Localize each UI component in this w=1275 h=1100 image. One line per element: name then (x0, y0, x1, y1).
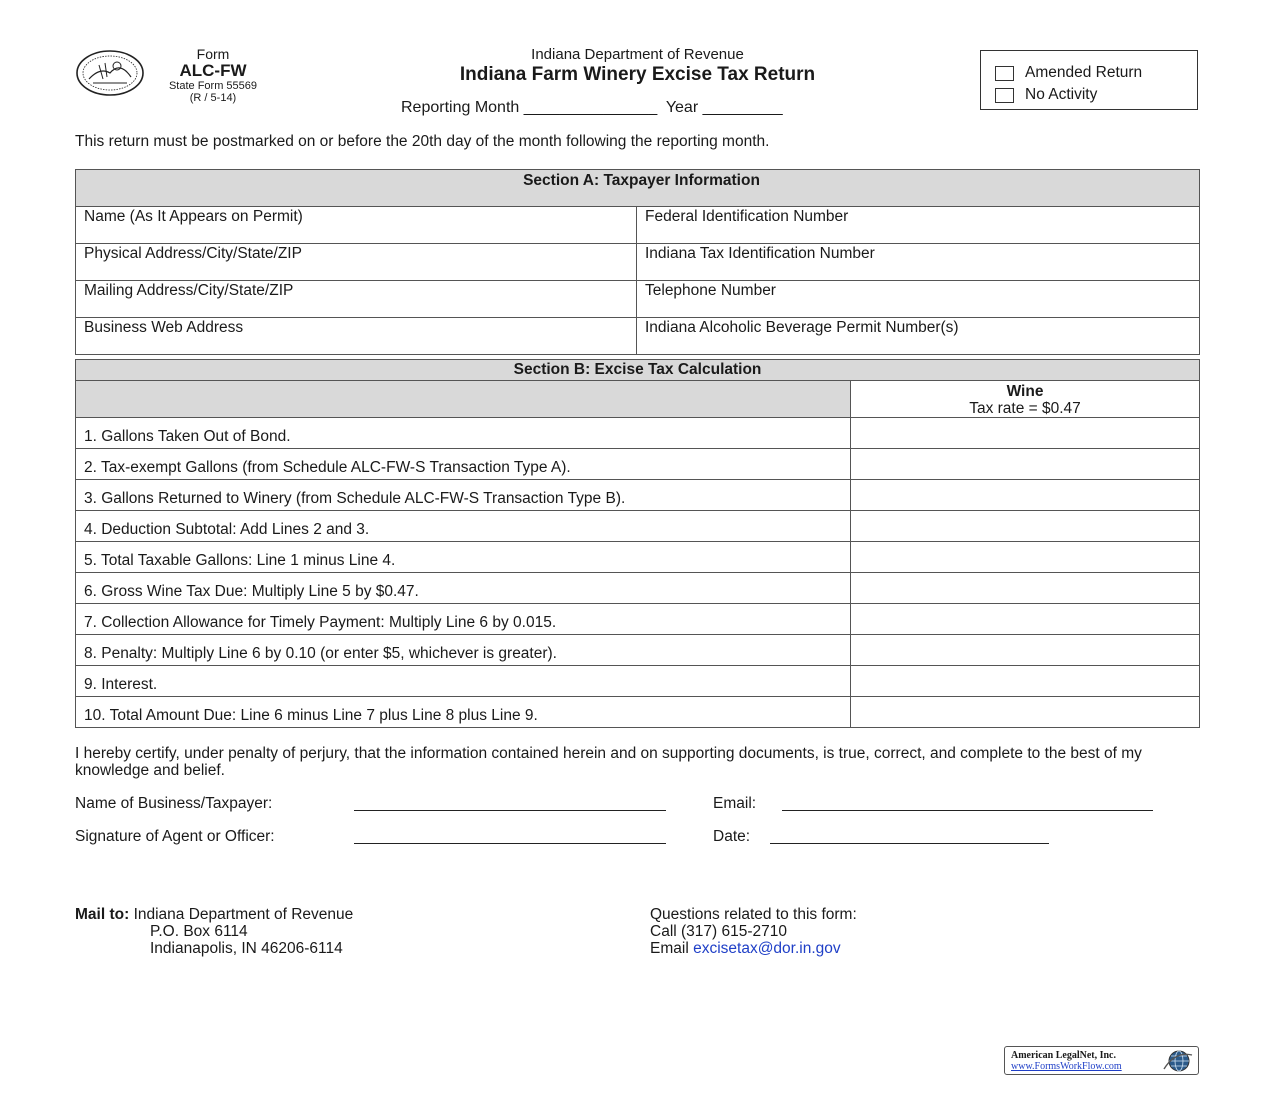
questions-block (650, 906, 857, 957)
page-title: Indiana Farm Winery Excise Tax Return (459, 64, 816, 85)
indiana-tax-id-field[interactable]: Indiana Tax Identification Number (637, 244, 1200, 281)
legalnet-url[interactable]: www.FormsWorkFlow.com (1011, 1061, 1122, 1072)
line-3-amount-field[interactable] (851, 480, 1200, 511)
state-seal-logo (75, 49, 145, 97)
line-10-amount-field[interactable] (851, 697, 1200, 728)
business-name-input-line[interactable] (354, 810, 666, 811)
tax-rate-label: Tax rate = $0.47 (969, 400, 1081, 417)
questions-heading: Questions related to this form: (650, 906, 857, 923)
certification-statement: I hereby certify, under penalty of perjury, that the information contained herein and on supporting documents, is true, correct, and complete to the best of my knowledge and belief. (75, 745, 1142, 779)
wine-heading: Wine (1006, 383, 1044, 400)
line-1-amount-field[interactable] (851, 418, 1200, 449)
line-7-amount-field[interactable] (851, 604, 1200, 635)
taxpayer-name-field[interactable]: Name (As It Appears on Permit) (76, 207, 637, 244)
mail-line-2: P.O. Box 6114 (150, 923, 248, 940)
american-legalnet-logo[interactable] (1004, 1046, 1199, 1075)
mail-line-3: Indianapolis, IN 46206-6114 (150, 940, 343, 957)
line-4-label: 4. Deduction Subtotal: Add Lines 2 and 3. (76, 511, 851, 542)
line-10-label: 10. Total Amount Due: Line 6 minus Line 7 plus Line 8 plus Line 9. (76, 697, 851, 728)
line-9-label: 9. Interest. (76, 666, 851, 697)
amended-return-label: Amended Return (1025, 64, 1143, 81)
no-activity-option[interactable] (995, 86, 1097, 104)
signature-input-line[interactable] (354, 843, 666, 844)
section-b-title: Section B: Excise Tax Calculation (76, 360, 1200, 381)
globe-icon (1161, 1049, 1195, 1073)
legalnet-name: American LegalNet, Inc. (1011, 1050, 1116, 1061)
permit-number-field[interactable]: Indiana Alcoholic Beverage Permit Number(s) (637, 318, 1200, 355)
state-form-number: State Form 55569 (168, 80, 258, 92)
excise-email-link[interactable]: excisetax@dor.in.gov (693, 940, 841, 957)
line-5-label: 5. Total Taxable Gallons: Line 1 minus Line 4. (76, 542, 851, 573)
section-a-title: Section A: Taxpayer Information (76, 170, 1200, 207)
section-b-header-blank (76, 381, 851, 418)
line-9-amount-field[interactable] (851, 666, 1200, 697)
line-8-amount-field[interactable] (851, 635, 1200, 666)
line-6-label: 6. Gross Wine Tax Due: Multiply Line 5 by $0.47. (76, 573, 851, 604)
amended-return-option[interactable] (995, 64, 1142, 82)
form-identifier (150, 47, 276, 104)
business-name-label: Name of Business/Taxpayer: (75, 795, 273, 812)
no-activity-label: No Activity (1025, 86, 1098, 103)
telephone-field[interactable]: Telephone Number (637, 281, 1200, 318)
wine-column-header (851, 381, 1200, 418)
line-2-amount-field[interactable] (851, 449, 1200, 480)
no-activity-checkbox[interactable] (995, 88, 1014, 103)
line-1-label: 1. Gallons Taken Out of Bond. (76, 418, 851, 449)
mail-line-1: Indiana Department of Revenue (133, 906, 354, 923)
postmark-instruction: This return must be postmarked on or before the 20th day of the month following the reporting month. (75, 133, 770, 150)
line-7-label: 7. Collection Allowance for Timely Payment: Multiply Line 6 by 0.015. (76, 604, 851, 635)
line-5-amount-field[interactable] (851, 542, 1200, 573)
questions-email-prefix: Email (650, 940, 694, 957)
section-b-table (75, 359, 1200, 728)
signature-label: Signature of Agent or Officer: (75, 828, 275, 845)
line-8-label: 8. Penalty: Multiply Line 6 by 0.10 (or enter $5, whichever is greater). (76, 635, 851, 666)
questions-phone: Call (317) 615-2710 (650, 923, 788, 940)
form-code: ALC-FW (179, 61, 247, 80)
line-3-label: 3. Gallons Returned to Winery (from Schedule ALC-FW-S Transaction Type B). (76, 480, 851, 511)
reporting-month-year-field[interactable]: Reporting Month _______________ Year _________ (401, 99, 783, 116)
section-a-table (75, 169, 1200, 355)
email-input-line[interactable] (782, 810, 1153, 811)
mail-to-label: Mail to: (75, 906, 130, 923)
federal-id-field[interactable]: Federal Identification Number (637, 207, 1200, 244)
email-label: Email: (713, 795, 757, 812)
business-web-address-field[interactable]: Business Web Address (76, 318, 637, 355)
line-2-label: 2. Tax-exempt Gallons (from Schedule ALC-FW-S Transaction Type A). (76, 449, 851, 480)
return-status-box (980, 50, 1198, 110)
form-revision: (R / 5-14) (189, 92, 237, 104)
amended-return-checkbox[interactable] (995, 66, 1014, 81)
department-name: Indiana Department of Revenue (531, 46, 744, 63)
physical-address-field[interactable]: Physical Address/City/State/ZIP (76, 244, 637, 281)
mailing-address-field[interactable]: Mailing Address/City/State/ZIP (76, 281, 637, 318)
date-input-line[interactable] (770, 843, 1049, 844)
line-6-amount-field[interactable] (851, 573, 1200, 604)
date-label: Date: (713, 828, 751, 845)
line-4-amount-field[interactable] (851, 511, 1200, 542)
form-word: Form (196, 46, 230, 62)
mailing-address-block (75, 906, 353, 957)
